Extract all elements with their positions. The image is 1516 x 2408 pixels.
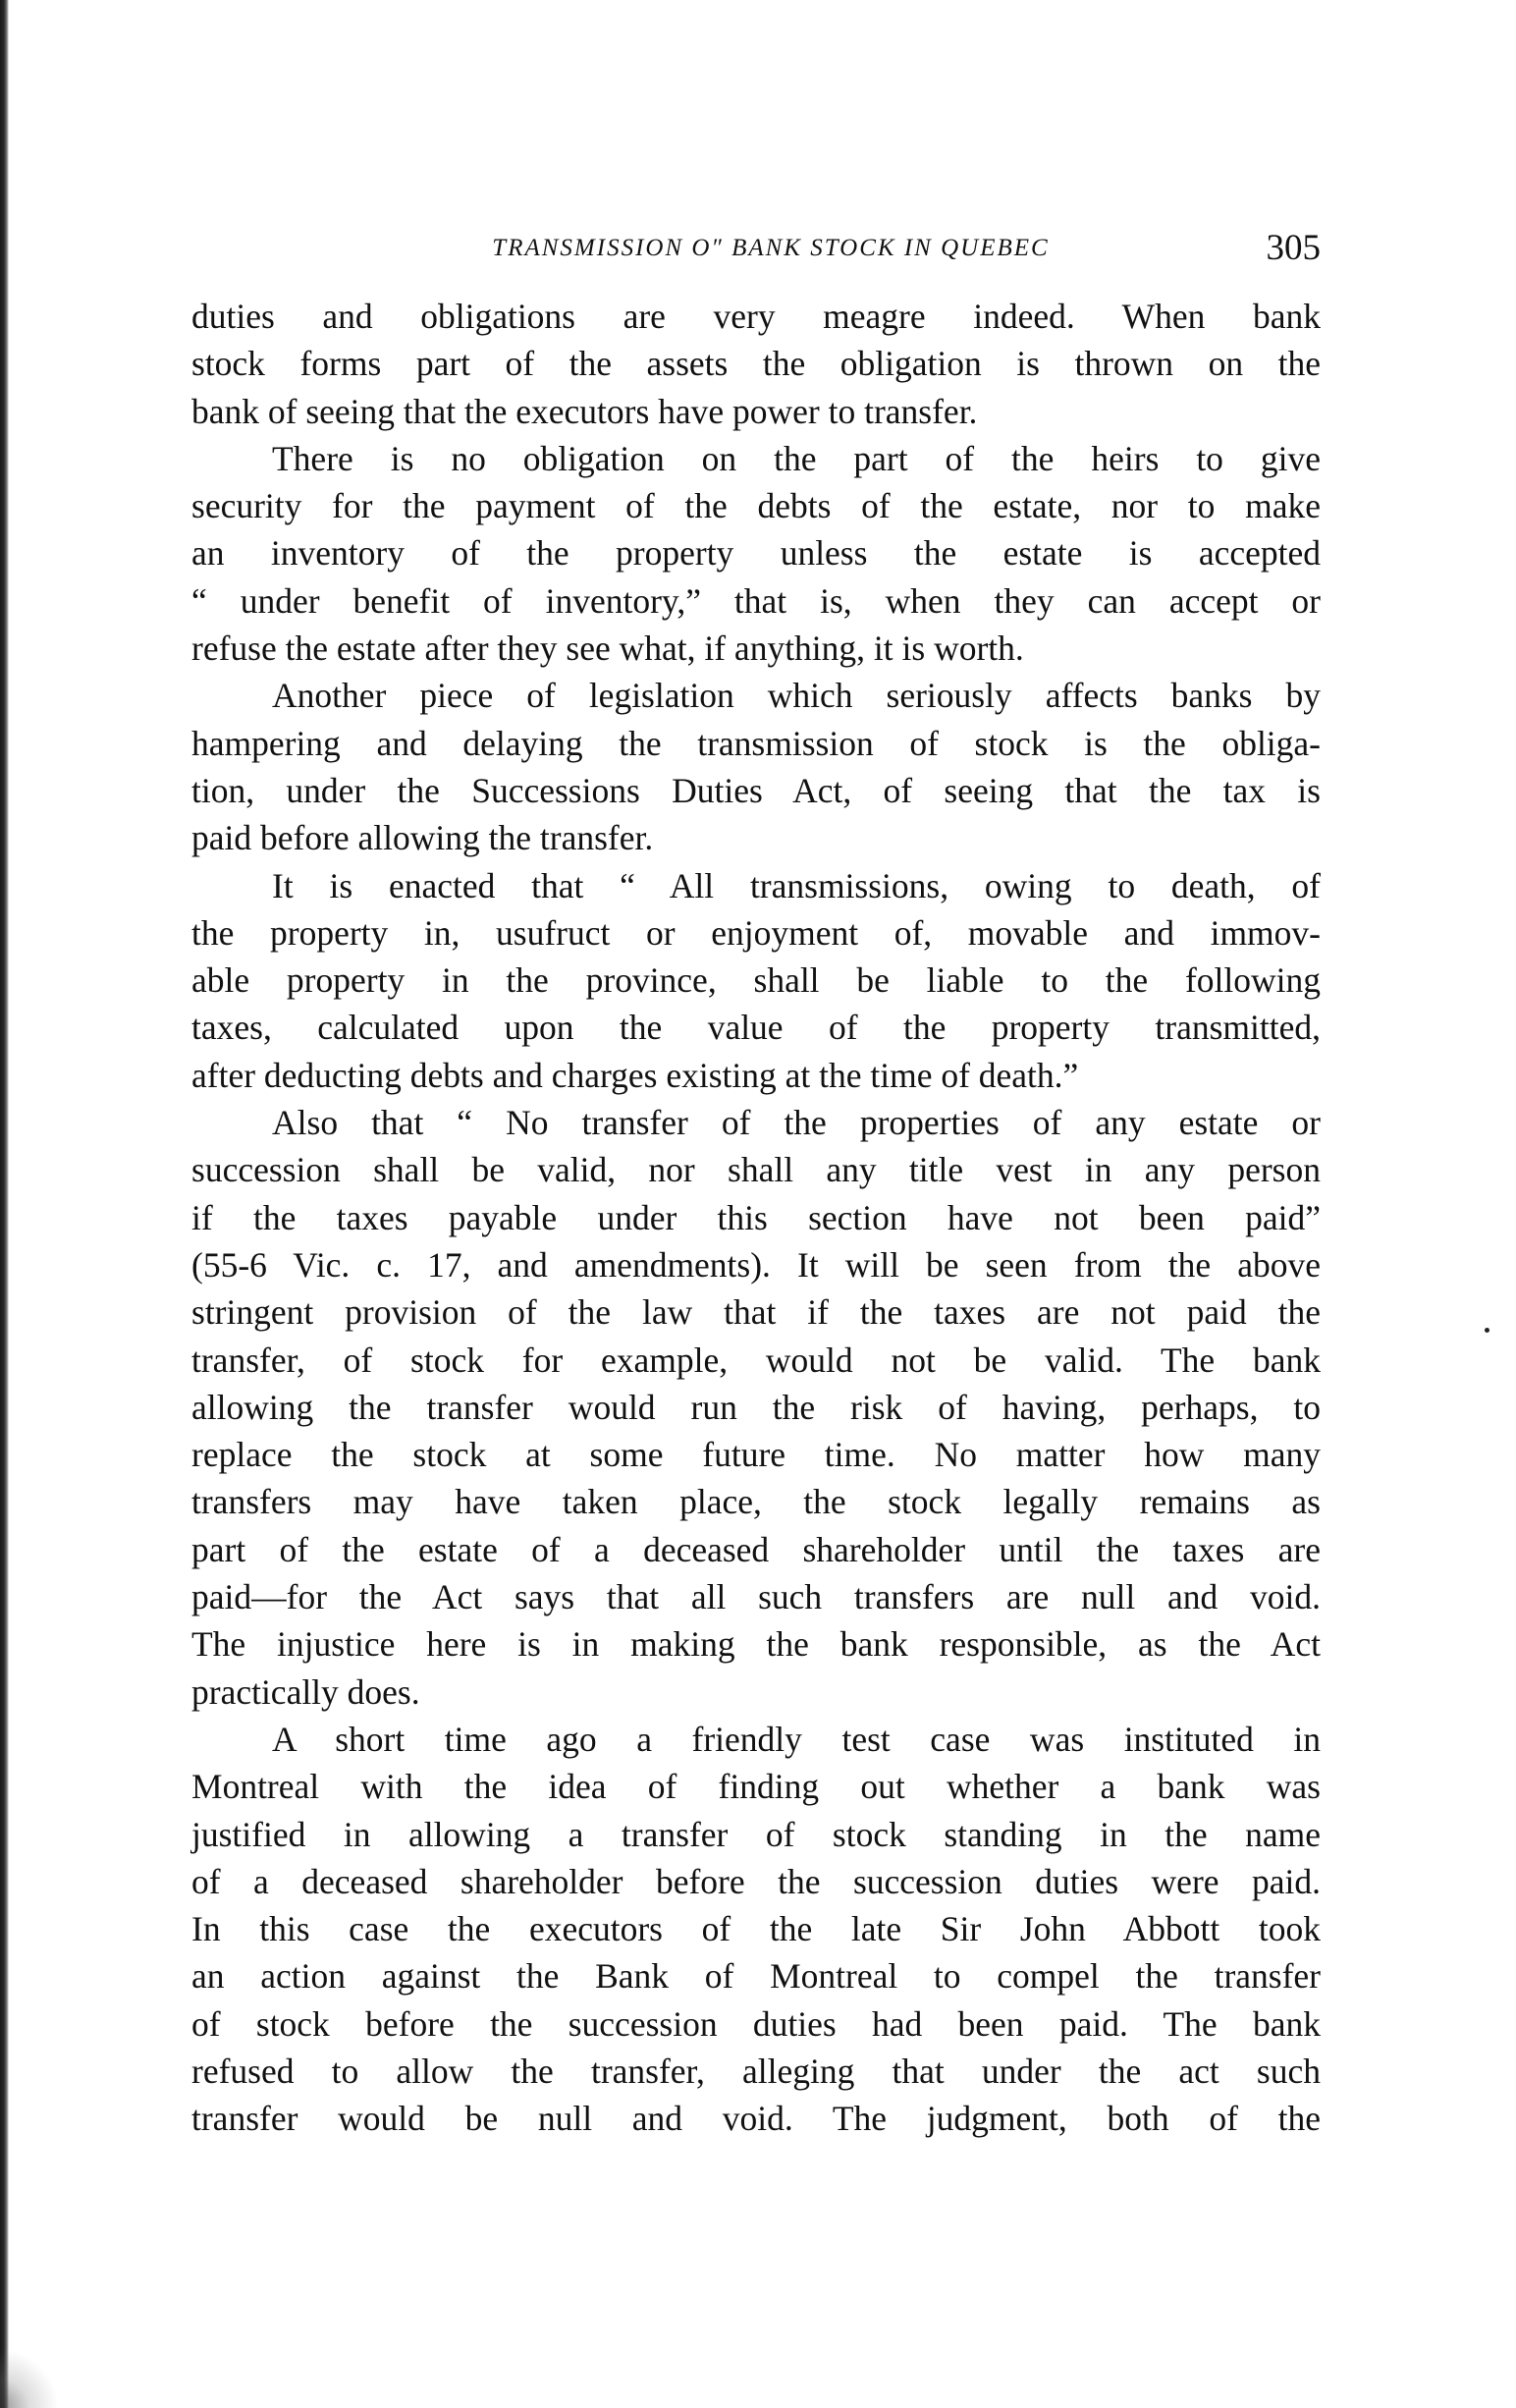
text-line: bank of seeing that the executors have power to transfer. — [191, 391, 978, 431]
text-line: transfer would be null and void. The judgment, both of the — [191, 2099, 1321, 2139]
text-line: A short time ago a friendly test case was instituted in — [272, 1719, 1321, 1759]
text-line: justified in allowing a transfer of stock standing in the name — [191, 1814, 1321, 1854]
text-line: of stock before the succession duties had been paid. The bank — [191, 2003, 1321, 2044]
text-line: practically does. — [191, 1671, 420, 1712]
text-line: an inventory of the property unless the estate is accepted — [191, 533, 1321, 574]
text-line: after deducting debts and charges existing at the time of death.” — [191, 1055, 1079, 1095]
body-text — [191, 293, 1321, 2143]
text-line: There is no obligation on the part of the heirs to give — [272, 438, 1321, 478]
text-line: Montreal with the idea of finding out whether a bank was — [191, 1767, 1321, 1807]
text-line: In this case the executors of the late Sir John Abbott took — [191, 1909, 1321, 1949]
running-head — [191, 224, 1321, 273]
text-line: able property in the province, shall be liable to the following — [191, 960, 1321, 1001]
text-line: stringent provision of the law that if the taxes are not paid the — [191, 1292, 1321, 1333]
text-line: paid—for the Act says that all such transfers are null and void. — [191, 1577, 1321, 1617]
page-number: 305 — [1266, 228, 1321, 268]
text-line: “ under benefit of inventory,” that is, when they can accept or — [191, 580, 1321, 621]
text-line: tion, under the Successions Duties Act, of seeing that the tax is — [191, 770, 1321, 810]
text-line: the property in, usufruct or enjoyment of, movable and immov- — [191, 912, 1321, 953]
text-line: succession shall be valid, nor shall any title vest in any person — [191, 1150, 1321, 1190]
text-line: replace the stock at some future time. No matter how many — [191, 1435, 1321, 1475]
text-line: It is enacted that “ All transmissions, owing to death, of — [272, 865, 1321, 905]
text-line: (55-6 Vic. c. 17, and amendments). It will be seen from the above — [191, 1244, 1321, 1285]
text-line: if the taxes payable under this section have not been paid” — [191, 1197, 1321, 1237]
running-head-title: TRANSMISSION O″ BANK STOCK IN QUEBEC — [492, 235, 1050, 261]
stray-ink-dot — [1485, 1328, 1489, 1333]
text-line: allowing the transfer would run the risk of having, perhaps, to — [191, 1387, 1321, 1427]
scan-binding-edge — [0, 0, 9, 2408]
text-line: transfers may have taken place, the stock legally remains as — [191, 1482, 1321, 1522]
text-line: Also that “ No transfer of the properties of any estate or — [272, 1103, 1321, 1143]
text-line: part of the estate of a deceased shareholder until the taxes are — [191, 1529, 1321, 1569]
text-line: hampering and delaying the transmission of stock is the obliga- — [191, 723, 1321, 763]
text-line: refuse the estate after they see what, if anything, it is worth. — [191, 629, 1024, 669]
text-line: duties and obligations are very meagre indeed. When bank — [191, 297, 1321, 336]
scan-corner-shadow — [0, 2349, 59, 2408]
text-line: Another piece of legislation which seriously affects banks by — [272, 676, 1321, 716]
text-line: paid before allowing the transfer. — [191, 818, 654, 858]
text-line: an action against the Bank of Montreal to compel the transfer — [191, 1956, 1321, 1997]
text-line: transfer, of stock for example, would not be valid. The bank — [191, 1340, 1321, 1380]
text-line: of a deceased shareholder before the succession duties were paid. — [191, 1861, 1321, 1901]
text-line: security for the payment of the debts of the estate, nor to make — [191, 486, 1321, 526]
text-line: The injustice here is in making the bank responsible, as the Act — [191, 1624, 1321, 1665]
text-line: taxes, calculated upon the value of the property transmitted, — [191, 1008, 1321, 1048]
text-line: stock forms part of the assets the obligation is thrown on the — [191, 344, 1321, 384]
text-line: refused to allow the transfer, alleging that under the act such — [191, 2051, 1321, 2091]
